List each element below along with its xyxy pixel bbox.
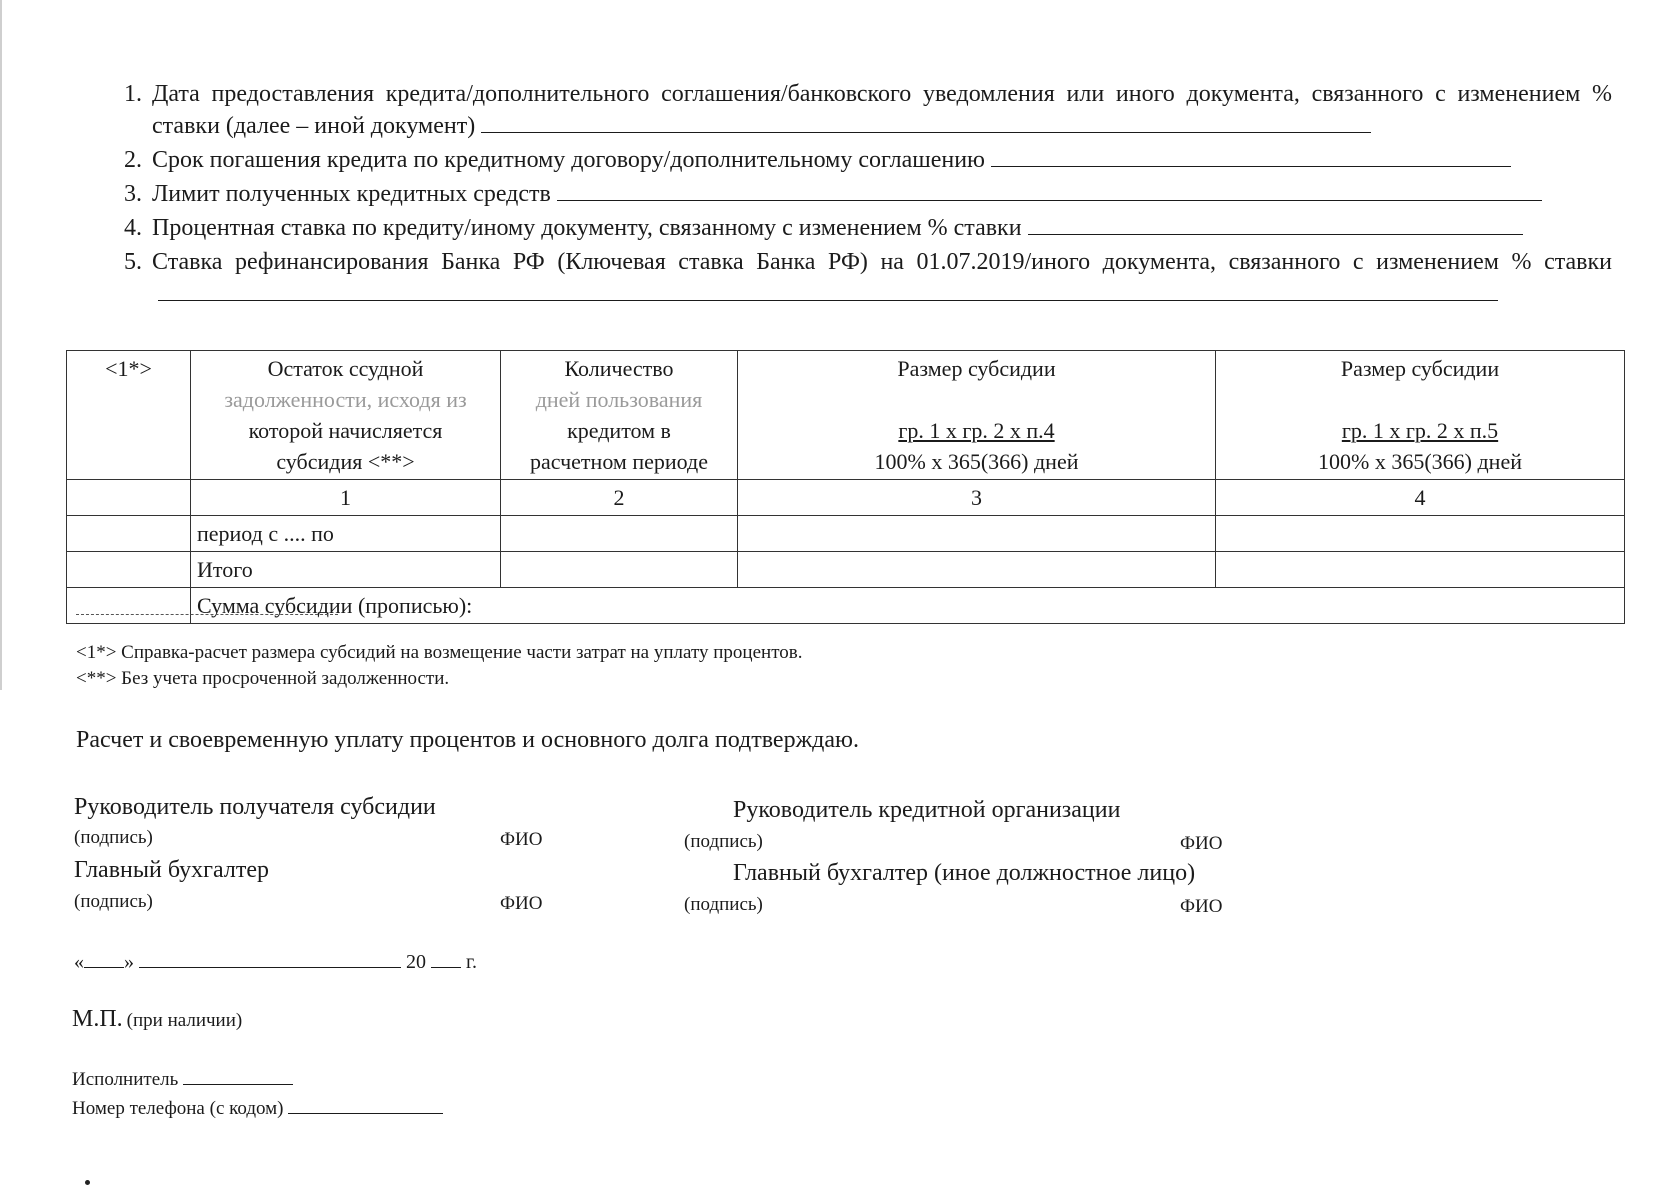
item-number: 3.	[124, 181, 142, 207]
scan-dot	[85, 1180, 90, 1185]
item-number: 4.	[124, 215, 142, 241]
date-field[interactable]: « » 20 г.	[74, 951, 477, 973]
table-cell[interactable]	[501, 552, 738, 588]
table-row	[67, 552, 1625, 588]
fill-line[interactable]	[991, 144, 1511, 167]
column-number: 2	[501, 480, 738, 516]
fill-line[interactable]	[481, 110, 1371, 133]
subsidy-table	[66, 350, 1625, 624]
table-cell[interactable]	[738, 552, 1216, 588]
fio-caption[interactable]: ФИО	[1180, 896, 1223, 917]
item-text: Процентная ставка по кредиту/иному документу, связанному с изменением % ставки	[152, 212, 1612, 244]
header-ref: <1*>	[67, 351, 191, 480]
table-row	[67, 516, 1625, 552]
header-subsidy-p5: Размер субсидии гр. 1 х гр. 2 х п.5 100% х 365(366) дней	[1216, 351, 1625, 480]
recipient-accountant-label: Главный бухгалтер	[74, 857, 269, 883]
day-blank[interactable]	[84, 951, 124, 968]
item-number: 1.	[124, 81, 142, 107]
item-number: 2.	[124, 147, 142, 173]
month-blank[interactable]	[139, 951, 401, 968]
stamp-place: М.П. (при наличии)	[72, 1006, 243, 1032]
sum-in-words[interactable]: Сумма субсидии (прописью):	[191, 588, 1625, 624]
scan-edge	[0, 0, 2, 690]
fill-line[interactable]	[557, 178, 1542, 201]
header-subsidy-p4: Размер субсидии гр. 1 х гр. 2 х п.4 100% х 365(366) дней	[738, 351, 1216, 480]
signature-caption[interactable]: (подпись)	[684, 831, 763, 852]
signature-caption[interactable]: (подпись)	[74, 827, 153, 848]
fio-caption[interactable]: ФИО	[500, 893, 543, 914]
recipient-head-label: Руководитель получателя субсидии	[74, 794, 436, 820]
executor-field[interactable]: Исполнитель	[72, 1068, 293, 1091]
list-item-5	[112, 246, 1612, 310]
table-row	[67, 588, 1625, 624]
column-number: 3	[738, 480, 1216, 516]
list-item-3	[112, 178, 1612, 210]
phone-blank[interactable]	[288, 1097, 443, 1114]
list-item-1	[112, 78, 1612, 142]
signature-caption[interactable]: (подпись)	[684, 894, 763, 915]
year-blank[interactable]	[431, 951, 461, 968]
list-item-4	[112, 212, 1612, 244]
table-cell[interactable]	[1216, 552, 1625, 588]
bank-accountant-label: Главный бухгалтер (иное должностное лицо)	[733, 860, 1196, 886]
table-cell[interactable]	[738, 516, 1216, 552]
fio-caption[interactable]: ФИО	[500, 829, 543, 850]
fio-caption[interactable]: ФИО	[1180, 833, 1223, 854]
fill-line[interactable]	[158, 278, 1498, 301]
footnote-1: <1*> Справка-расчет размера субсидий на возмещение части затрат на уплату процентов.	[76, 642, 803, 663]
table-number-row	[67, 480, 1625, 516]
table-cell[interactable]	[501, 516, 738, 552]
row-label-total: Итого	[191, 552, 501, 588]
bank-head-label: Руководитель кредитной организации	[733, 797, 1121, 823]
item-number: 5.	[124, 249, 142, 275]
footnote-separator	[76, 614, 338, 615]
table-cell[interactable]	[1216, 516, 1625, 552]
fill-line[interactable]	[1028, 212, 1523, 235]
item-text: Дата предоставления кредита/дополнительного соглашения/банковского уведомления или иного документа, связанного с изменением % ставки (далее – иной документ)	[152, 81, 1612, 139]
phone-field[interactable]: Номер телефона (с кодом)	[72, 1097, 443, 1120]
footnote-2: <**> Без учета просроченной задолженности.	[76, 668, 450, 689]
executor-blank[interactable]	[183, 1068, 293, 1085]
item-text: Лимит полученных кредитных средств	[152, 178, 1612, 210]
confirmation-text: Расчет и своевременную уплату процентов и основного долга подтверждаю.	[76, 727, 859, 753]
row-label-period: период с .... по	[191, 516, 501, 552]
numbered-list	[112, 78, 1612, 312]
column-number: 1	[191, 480, 501, 516]
column-number: 4	[1216, 480, 1625, 516]
header-days: Количество дней пользования кредитом в расчетном периоде	[501, 351, 738, 480]
signature-caption[interactable]: (подпись)	[74, 891, 153, 912]
header-loan-balance: Остаток ссудной задолженности, исходя из которой начисляется субсидия <**>	[191, 351, 501, 480]
list-item-2	[112, 144, 1612, 176]
item-text: Ставка рефинансирования Банка РФ (Ключевая ставка Банка РФ) на 01.07.2019/иного документа, связанного с изменением % ставки	[152, 246, 1612, 310]
item-text: Срок погашения кредита по кредитному договору/дополнительному соглашению	[152, 144, 1612, 176]
table-header-row	[67, 351, 1625, 480]
